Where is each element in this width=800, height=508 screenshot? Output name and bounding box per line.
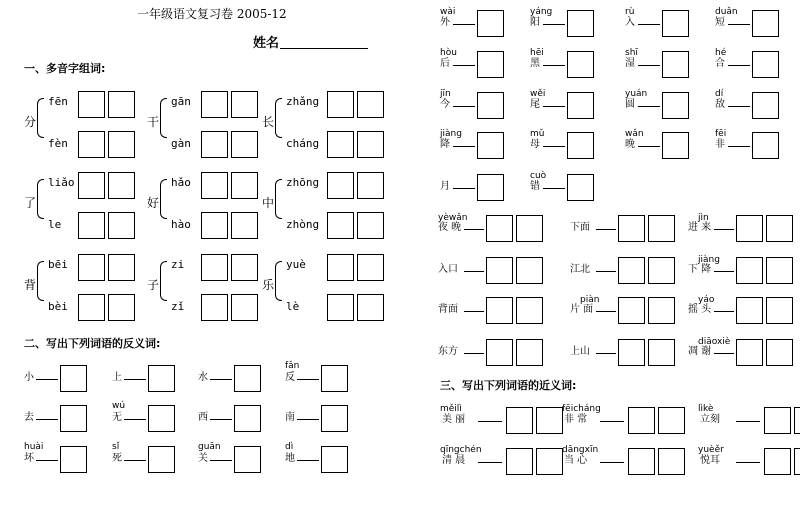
- section2-heading: 二、写出下列词语的反义词:: [24, 337, 161, 350]
- answer-line: [728, 65, 750, 66]
- pinyin: qīngchén: [440, 445, 482, 455]
- answer-box[interactable]: [201, 131, 228, 158]
- answer-box[interactable]: [327, 91, 354, 118]
- answer-box[interactable]: [78, 254, 105, 281]
- pinyin: diāoxiè: [698, 337, 731, 347]
- answer-box[interactable]: [60, 365, 87, 392]
- answer-box[interactable]: [736, 339, 763, 366]
- pinyin: měilì: [440, 404, 462, 414]
- answer-box[interactable]: [648, 257, 675, 284]
- answer-box[interactable]: [201, 172, 228, 199]
- word: 月: [440, 181, 450, 192]
- pinyin: hēi: [530, 48, 544, 58]
- answer-line: [297, 419, 319, 420]
- pinyin-reading: yuè: [286, 258, 306, 271]
- answer-box[interactable]: [357, 91, 384, 118]
- pinyin: wú: [112, 401, 126, 411]
- answer-box[interactable]: [766, 339, 793, 366]
- answer-box[interactable]: [794, 448, 800, 475]
- pinyin: yuèěr: [698, 445, 724, 455]
- answer-line: [453, 146, 475, 147]
- answer-line: [736, 462, 760, 463]
- word: 下面: [570, 222, 590, 233]
- word: 圆: [625, 99, 635, 110]
- pinyin: shī: [625, 48, 638, 58]
- answer-box[interactable]: [78, 91, 105, 118]
- answer-box[interactable]: [658, 407, 685, 434]
- answer-box[interactable]: [201, 91, 228, 118]
- word: 地: [285, 453, 295, 464]
- answer-box[interactable]: [78, 212, 105, 239]
- answer-box[interactable]: [567, 132, 594, 159]
- word: 江北: [570, 264, 590, 275]
- answer-box[interactable]: [477, 10, 504, 37]
- answer-line: [210, 419, 232, 420]
- answer-box[interactable]: [477, 92, 504, 119]
- answer-line: [543, 24, 565, 25]
- answer-box[interactable]: [794, 407, 800, 434]
- pinyin-reading: fèn: [48, 137, 68, 150]
- pinyin: wài: [440, 7, 456, 17]
- pinyin: fēi: [715, 129, 727, 139]
- answer-box[interactable]: [736, 257, 763, 284]
- answer-line: [124, 419, 146, 420]
- answer-line: [543, 65, 565, 66]
- answer-line: [453, 24, 475, 25]
- answer-box[interactable]: [516, 257, 543, 284]
- answer-box[interactable]: [477, 174, 504, 201]
- answer-box[interactable]: [357, 254, 384, 281]
- pinyin: yáo: [698, 295, 715, 305]
- answer-box[interactable]: [648, 339, 675, 366]
- word: 外: [440, 17, 450, 28]
- answer-box[interactable]: [618, 215, 645, 242]
- answer-line: [638, 65, 660, 66]
- brace-icon: [37, 261, 44, 301]
- answer-box[interactable]: [108, 294, 135, 321]
- pinyin-reading: hǎo: [171, 176, 191, 189]
- word: 湿: [625, 58, 635, 69]
- answer-box[interactable]: [108, 212, 135, 239]
- word: 上山: [570, 346, 590, 357]
- answer-box[interactable]: [658, 448, 685, 475]
- pinyin: lìkè: [698, 404, 714, 414]
- poly-char: 长: [262, 115, 275, 129]
- answer-line: [464, 311, 484, 312]
- answer-line: [210, 379, 232, 380]
- pinyin: hòu: [440, 48, 457, 58]
- word: 当 心: [564, 455, 588, 466]
- pinyin: dì: [285, 442, 294, 452]
- answer-box[interactable]: [648, 297, 675, 324]
- brace-icon: [160, 179, 167, 219]
- word: 进 来: [688, 222, 712, 233]
- word: 无: [112, 412, 122, 423]
- answer-box[interactable]: [231, 131, 258, 158]
- answer-box[interactable]: [60, 405, 87, 432]
- page-title: 一年级语文复习卷 2005-12: [137, 7, 287, 21]
- answer-box[interactable]: [231, 172, 258, 199]
- name-label: 姓名: [253, 36, 280, 51]
- pinyin: huài: [24, 442, 44, 452]
- answer-line: [596, 271, 616, 272]
- answer-box[interactable]: [628, 407, 655, 434]
- name-blank[interactable]: [280, 48, 368, 49]
- answer-box[interactable]: [201, 294, 228, 321]
- pinyin-reading: liǎo: [48, 176, 75, 189]
- word: 阳: [530, 17, 540, 28]
- pinyin: duǎn: [715, 7, 738, 17]
- answer-box[interactable]: [78, 294, 105, 321]
- pinyin-reading: gān: [171, 95, 191, 108]
- answer-box[interactable]: [567, 174, 594, 201]
- answer-box[interactable]: [148, 446, 175, 473]
- answer-line: [543, 106, 565, 107]
- answer-box[interactable]: [567, 10, 594, 37]
- answer-box[interactable]: [234, 405, 261, 432]
- brace-icon: [160, 261, 167, 301]
- pinyin-reading: le: [48, 218, 62, 231]
- word: 敌: [715, 99, 725, 110]
- answer-box[interactable]: [766, 257, 793, 284]
- answer-line: [543, 188, 565, 189]
- answer-box[interactable]: [321, 446, 348, 473]
- answer-box[interactable]: [766, 297, 793, 324]
- pinyin: yáng: [530, 7, 553, 17]
- word: 关: [198, 453, 208, 464]
- answer-box[interactable]: [764, 407, 791, 434]
- answer-line: [600, 421, 624, 422]
- answer-box[interactable]: [486, 215, 513, 242]
- answer-box[interactable]: [662, 51, 689, 78]
- pinyin: wěi: [530, 89, 546, 99]
- poly-char: 干: [147, 115, 160, 129]
- word: 悦耳: [700, 455, 720, 466]
- word: 片 面: [570, 304, 594, 315]
- pinyin: yèwǎn: [438, 213, 468, 223]
- pinyin: cuò: [530, 171, 547, 181]
- word: 死: [112, 453, 122, 464]
- answer-box[interactable]: [648, 215, 675, 242]
- word: 反: [285, 372, 295, 383]
- word: 非: [715, 139, 725, 150]
- poly-char: 子: [147, 278, 160, 292]
- answer-line: [638, 146, 660, 147]
- answer-line: [453, 65, 475, 66]
- answer-box[interactable]: [536, 448, 563, 475]
- word: 去: [24, 412, 34, 423]
- word: 背面: [438, 304, 458, 315]
- answer-box[interactable]: [327, 254, 354, 281]
- brace-icon: [275, 179, 282, 219]
- word: 小: [24, 372, 34, 383]
- word: 上: [112, 372, 122, 383]
- answer-box[interactable]: [764, 448, 791, 475]
- answer-box[interactable]: [516, 297, 543, 324]
- answer-line: [714, 229, 734, 230]
- answer-box[interactable]: [662, 10, 689, 37]
- answer-box[interactable]: [477, 51, 504, 78]
- answer-box[interactable]: [618, 297, 645, 324]
- poly-char: 背: [24, 278, 37, 292]
- answer-line: [728, 106, 750, 107]
- answer-box[interactable]: [536, 407, 563, 434]
- pinyin: dí: [715, 89, 724, 99]
- word: 入口: [438, 264, 458, 275]
- answer-box[interactable]: [506, 407, 533, 434]
- pinyin-reading: zǐ: [171, 300, 185, 313]
- answer-box[interactable]: [516, 215, 543, 242]
- answer-box[interactable]: [321, 405, 348, 432]
- answer-box[interactable]: [736, 297, 763, 324]
- pinyin-reading: lè: [286, 300, 300, 313]
- pinyin: mǔ: [530, 129, 545, 139]
- answer-box[interactable]: [516, 339, 543, 366]
- answer-box[interactable]: [357, 172, 384, 199]
- answer-box[interactable]: [327, 212, 354, 239]
- answer-line: [638, 24, 660, 25]
- brace-icon: [275, 261, 282, 301]
- answer-box[interactable]: [234, 365, 261, 392]
- pinyin: sǐ: [112, 442, 120, 452]
- answer-line: [638, 106, 660, 107]
- answer-line: [453, 188, 475, 189]
- answer-line: [297, 460, 319, 461]
- pinyin: piàn: [580, 295, 600, 305]
- answer-line: [124, 379, 146, 380]
- word: 错: [530, 181, 540, 192]
- word: 母: [530, 139, 540, 150]
- answer-box[interactable]: [327, 131, 354, 158]
- pinyin-reading: zhǎng: [286, 95, 320, 108]
- answer-line: [596, 311, 616, 312]
- answer-box[interactable]: [357, 131, 384, 158]
- answer-box[interactable]: [78, 131, 105, 158]
- pinyin-reading: zhòng: [286, 218, 320, 231]
- answer-box[interactable]: [618, 339, 645, 366]
- answer-line: [124, 460, 146, 461]
- word: 尾: [530, 99, 540, 110]
- word: 合: [715, 58, 725, 69]
- pinyin-reading: gàn: [171, 137, 191, 150]
- brace-icon: [160, 98, 167, 138]
- answer-line: [543, 146, 565, 147]
- answer-box[interactable]: [736, 215, 763, 242]
- word: 摇 头: [688, 304, 712, 315]
- pinyin: dāngxīn: [562, 445, 599, 455]
- pinyin: jīn: [440, 89, 451, 99]
- answer-line: [596, 229, 616, 230]
- word: 入: [625, 17, 635, 28]
- answer-line: [600, 462, 624, 463]
- word: 立刻: [700, 414, 720, 425]
- word: 夜 晚: [438, 222, 462, 233]
- word: 晚: [625, 139, 635, 150]
- answer-box[interactable]: [108, 91, 135, 118]
- answer-box[interactable]: [486, 257, 513, 284]
- word: 东方: [438, 346, 458, 357]
- answer-box[interactable]: [628, 448, 655, 475]
- word: 今: [440, 99, 450, 110]
- answer-line: [36, 379, 58, 380]
- answer-box[interactable]: [327, 294, 354, 321]
- answer-box[interactable]: [108, 172, 135, 199]
- word: 清 晨: [442, 455, 466, 466]
- answer-line: [728, 146, 750, 147]
- pinyin: guān: [198, 442, 221, 452]
- answer-box[interactable]: [148, 405, 175, 432]
- answer-line: [714, 311, 734, 312]
- poly-char: 了: [24, 196, 37, 210]
- pinyin: fēicháng: [562, 404, 601, 414]
- answer-line: [453, 106, 475, 107]
- word: 降: [440, 139, 450, 150]
- pinyin-reading: bēi: [48, 258, 68, 271]
- pinyin-reading: zi: [171, 258, 185, 271]
- answer-box[interactable]: [108, 131, 135, 158]
- word: 短: [715, 17, 725, 28]
- section3-heading: 三、写出下列词语的近义词:: [440, 379, 577, 392]
- word: 非 常: [564, 414, 588, 425]
- answer-line: [736, 421, 760, 422]
- pinyin-reading: hào: [171, 218, 191, 231]
- answer-box[interactable]: [201, 212, 228, 239]
- poly-char: 好: [147, 196, 160, 210]
- answer-box[interactable]: [486, 297, 513, 324]
- answer-box[interactable]: [357, 212, 384, 239]
- word: 黑: [530, 58, 540, 69]
- pinyin-reading: cháng: [286, 137, 320, 150]
- answer-box[interactable]: [327, 172, 354, 199]
- poly-char: 乐: [262, 278, 275, 292]
- word: 南: [285, 412, 295, 423]
- word: 水: [198, 372, 208, 383]
- pinyin-reading: fēn: [48, 95, 68, 108]
- answer-box[interactable]: [477, 132, 504, 159]
- pinyin: wǎn: [625, 129, 644, 139]
- answer-box[interactable]: [60, 446, 87, 473]
- word: 后: [440, 58, 450, 69]
- answer-line: [728, 24, 750, 25]
- answer-box[interactable]: [201, 254, 228, 281]
- poly-char: 分: [24, 115, 37, 129]
- answer-box[interactable]: [752, 51, 779, 78]
- answer-box[interactable]: [321, 365, 348, 392]
- brace-icon: [37, 179, 44, 219]
- answer-line: [464, 229, 484, 230]
- answer-box[interactable]: [148, 365, 175, 392]
- word: 下 降: [688, 264, 712, 275]
- answer-box[interactable]: [108, 254, 135, 281]
- pinyin: yuán: [625, 89, 648, 99]
- pinyin: jiàng: [698, 255, 720, 265]
- answer-box[interactable]: [752, 10, 779, 37]
- answer-box[interactable]: [662, 92, 689, 119]
- pinyin-reading: zhōng: [286, 176, 320, 189]
- answer-line: [210, 460, 232, 461]
- word: 西: [198, 412, 208, 423]
- answer-box[interactable]: [231, 91, 258, 118]
- pinyin: jìn: [698, 213, 709, 223]
- word: 坏: [24, 453, 34, 464]
- pinyin: rù: [625, 7, 635, 17]
- answer-box[interactable]: [357, 294, 384, 321]
- pinyin: fǎn: [285, 361, 300, 371]
- answer-box[interactable]: [231, 254, 258, 281]
- pinyin-reading: bèi: [48, 300, 68, 313]
- answer-box[interactable]: [752, 132, 779, 159]
- poly-char: 中: [262, 196, 275, 210]
- section1-heading: 一、多音字组词:: [24, 62, 106, 75]
- answer-line: [36, 419, 58, 420]
- answer-box[interactable]: [752, 92, 779, 119]
- answer-line: [714, 353, 734, 354]
- answer-box[interactable]: [506, 448, 533, 475]
- answer-line: [714, 271, 734, 272]
- brace-icon: [275, 98, 282, 138]
- pinyin: jiàng: [440, 129, 462, 139]
- answer-line: [36, 460, 58, 461]
- pinyin: hé: [715, 48, 727, 58]
- word: 美 丽: [442, 414, 466, 425]
- answer-box[interactable]: [231, 294, 258, 321]
- answer-box[interactable]: [486, 339, 513, 366]
- answer-line: [478, 462, 502, 463]
- answer-box[interactable]: [567, 92, 594, 119]
- answer-line: [464, 271, 484, 272]
- answer-box[interactable]: [662, 132, 689, 159]
- answer-line: [464, 353, 484, 354]
- answer-line: [596, 353, 616, 354]
- brace-icon: [37, 98, 44, 138]
- answer-box[interactable]: [231, 212, 258, 239]
- answer-box[interactable]: [766, 215, 793, 242]
- answer-box[interactable]: [567, 51, 594, 78]
- answer-line: [478, 421, 502, 422]
- answer-box[interactable]: [234, 446, 261, 473]
- answer-box[interactable]: [78, 172, 105, 199]
- answer-line: [297, 379, 319, 380]
- word: 凋 谢: [688, 346, 712, 357]
- answer-box[interactable]: [618, 257, 645, 284]
